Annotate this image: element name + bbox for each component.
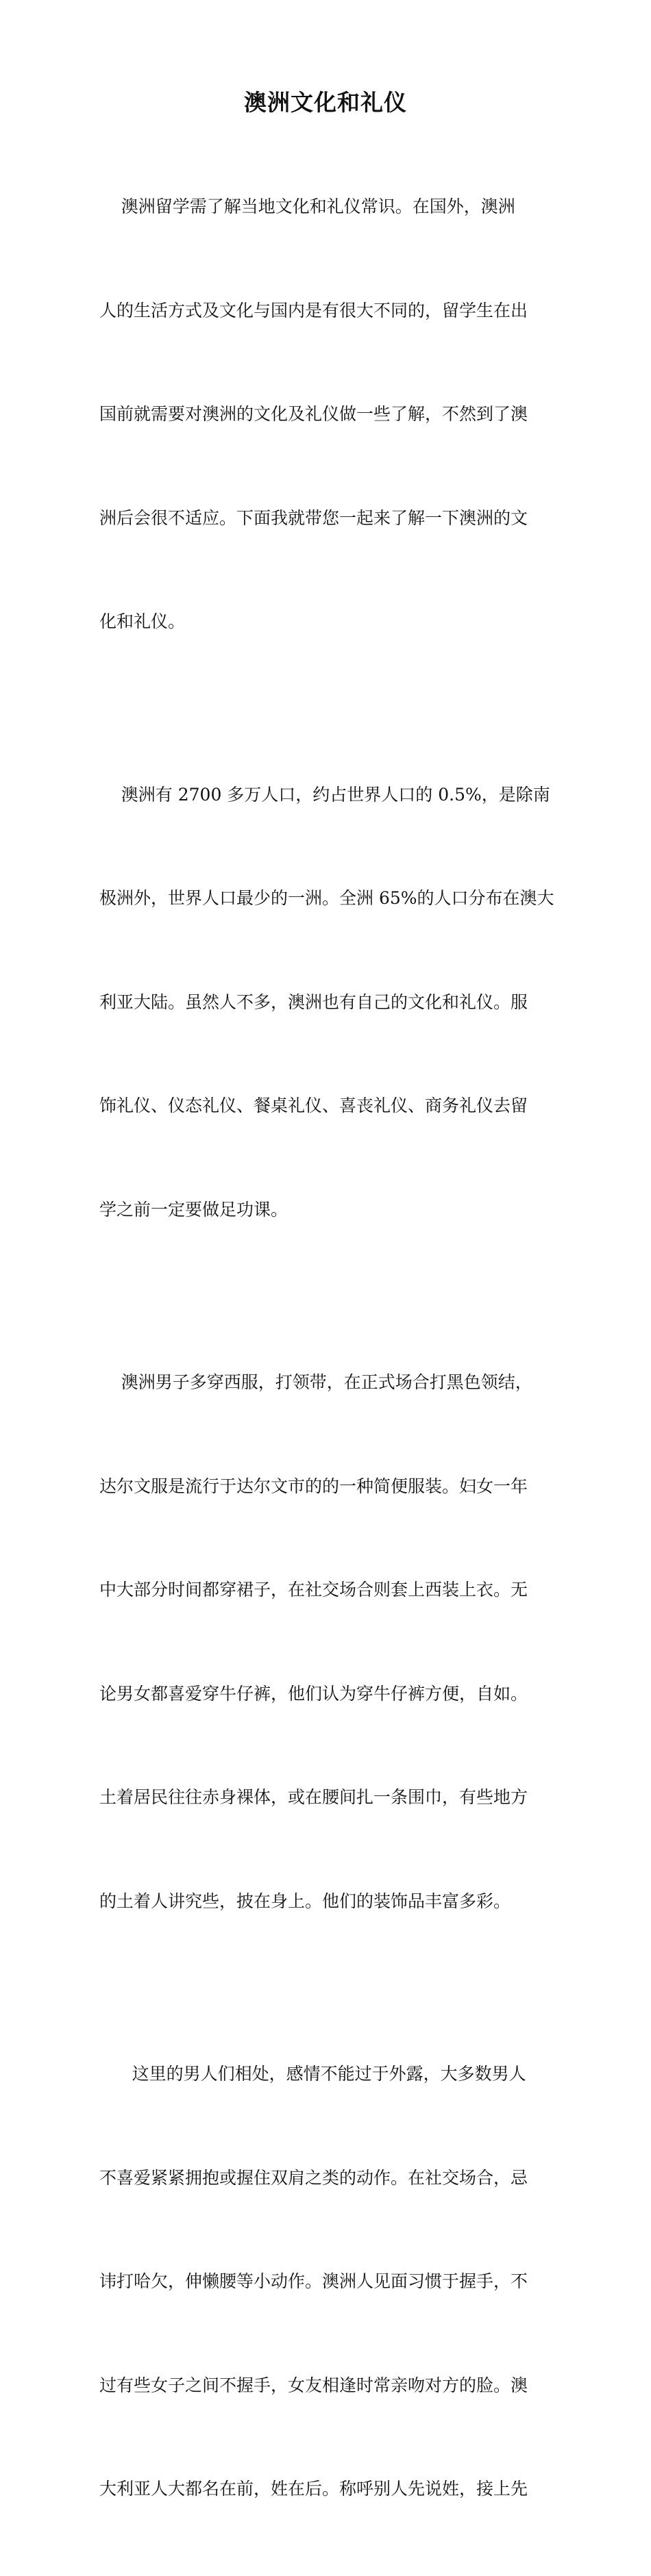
paragraph-intro xyxy=(99,121,555,709)
text-line: 极洲外，世界人口最少的一洲。全洲 65%的人口分布在澳大 xyxy=(99,888,554,908)
paragraph-population xyxy=(99,709,555,1297)
text-line: 饰礼仪、仪态礼仪、餐桌礼仪、喜丧礼仪、商务礼仪去留 xyxy=(99,1096,528,1115)
text-line: 洲后会很不适应。下面我就带您一起来了解一下澳洲的文 xyxy=(99,507,528,528)
text-line: 澳洲留学需了解当地文化和礼仪常识。在国外，澳洲 xyxy=(99,197,515,216)
text-line: 人的生活方式及文化与国内是有很大不同的，留学生在出 xyxy=(99,300,528,320)
text-line: 达尔文服是流行于达尔文市的的一种简便服装。妇女一年 xyxy=(99,1476,528,1496)
text-line: 利亚大陆。虽然人不多，澳洲也有自己的文化和礼仪。服 xyxy=(99,992,528,1012)
text-line: 论男女都喜爱穿牛仔裤，他们认为穿牛仔裤方便，自如。 xyxy=(99,1683,528,1704)
text-line: 中大部分时间都穿裙子，在社交场合则套上西装上衣。无 xyxy=(99,1580,528,1600)
text-line: 土着居民往往赤身裸体，或在腰间扎一条围巾，有些地方 xyxy=(99,1787,528,1807)
document-body xyxy=(99,121,555,2576)
text-line: 不喜爱紧紧拥抱或握住双肩之类的动作。在社交场合，忌 xyxy=(99,2167,528,2188)
text-line: 国前就需要对澳洲的文化及礼仪做一些了解，不然到了澳 xyxy=(99,404,528,424)
text-line: 学之前一定要做足功课。 xyxy=(99,1199,288,1220)
paragraph-manners xyxy=(99,1988,555,2576)
text-line: 化和礼仪。 xyxy=(99,611,186,631)
text-line: 讳打哈欠，伸懒腰等小动作。澳洲人见面习惯于握手，不 xyxy=(99,2271,528,2291)
text-line: 过有些女子之间不握手，女友相逢时常亲吻对方的脸。澳 xyxy=(99,2375,528,2395)
text-line: 这里的男人们相处，感情不能过于外露，大多数男人 xyxy=(99,2064,526,2084)
text-line: 的土着人讲究些，披在身上。他们的装饰品丰富多彩。 xyxy=(99,1891,511,1911)
text-line: 澳洲有 2700 多万人口，约占世界人口的 0.5%，是除南 xyxy=(99,784,550,805)
paragraph-clothing xyxy=(99,1296,555,1988)
text-line: 澳洲男子多穿西服，打领带，在正式场合打黑色领结， xyxy=(99,1372,532,1392)
text-line: 大利亚人大都名在前，姓在后。称呼别人先说姓，接上先 xyxy=(99,2479,528,2499)
document-title: 澳洲文化和礼仪 xyxy=(244,89,407,116)
